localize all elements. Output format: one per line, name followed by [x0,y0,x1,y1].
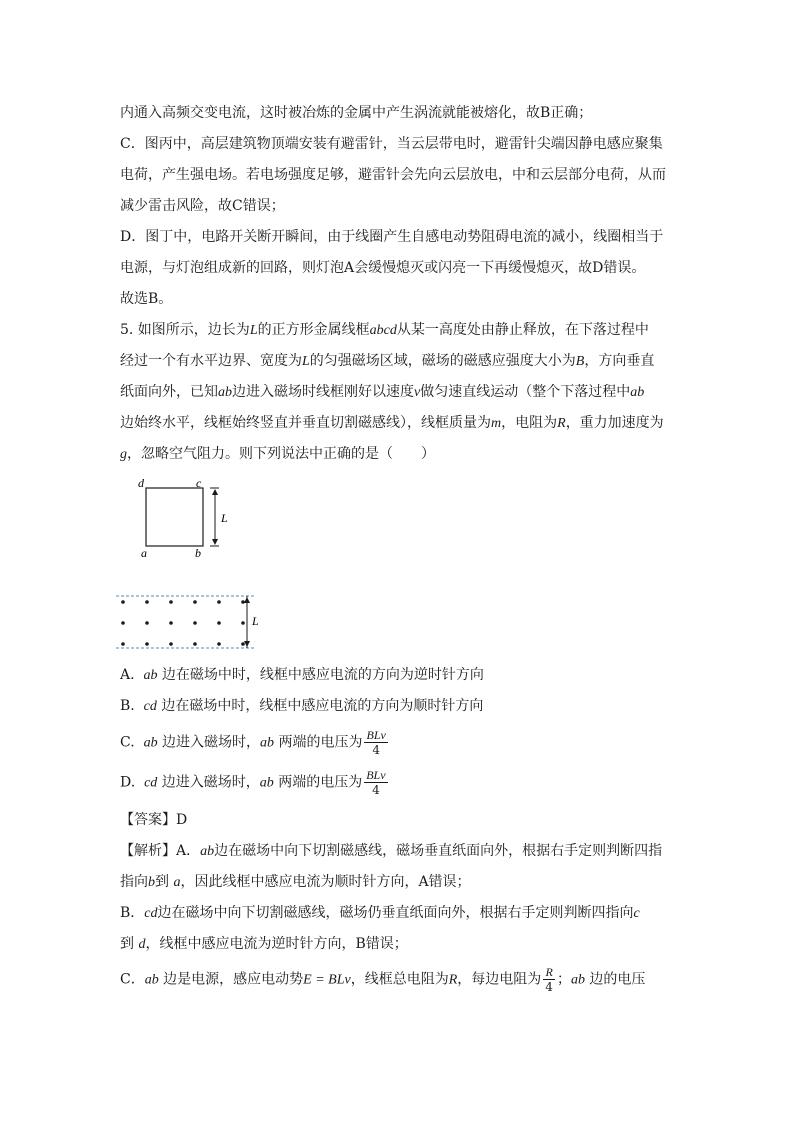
text-line-1: 内通入高频交变电流，这时被冶炼的金属中产生涡流就能被熔化，故B正确； [120,105,593,121]
field-dim-arrow-down-icon [244,641,250,647]
text-line-4: 减少雷击风险，故C错误； [120,198,285,214]
text-line-3: 电荷，产生强电场。若电场强度足够，避雷针会先向云层放电，中和云层部分电荷，从而 [120,167,666,183]
question-line-5: g，忽略空气阻力。则下列说法中正确的是（ ） [120,446,435,462]
text-line-6: 电源，与灯泡组成新的回路，则灯泡A会缓慢熄灭或闪亮一下再缓慢熄灭，故D错误。 [120,260,646,276]
vertex-label-d: d [138,476,144,490]
dim-arrow-up-icon [212,489,218,495]
square-frame-figure [120,475,280,565]
text-line-7: 故选B。 [120,291,173,307]
field-dots [121,600,245,646]
option-a: A. ab 边在磁场中时，线框中感应电流的方向为逆时针方向 [120,667,484,683]
square-frame [146,488,203,546]
analysis-line-3: B．cd边在磁场中向下切割磁感线，磁场仍垂直纸面向外，根据右手定则判断四指向c [120,905,640,921]
vertex-label-a: a [141,546,147,560]
fraction-c: $\frac{\text{BLv}}{4}$ [366,728,386,757]
dim-arrow-down-icon [212,539,218,545]
vertex-label-c: c [196,476,202,490]
text-line-5: D．图丁中，电路开关断开瞬间，由于线圈产生自感电动势阻碍电流的减小，线圈相当于 [120,229,664,245]
magnetic-field-figure [116,590,276,652]
analysis-line-2: 指向b到 a，因此线框中感应电流为顺时针方向，A错误； [120,874,471,890]
dim-label-L: L [221,511,228,525]
text-line-2: C．图丙中，高层建筑物顶端安装有避雷针，当云层带电时，避雷针尖端因静电感应聚集 [120,136,663,152]
question-line-3: 纸面向外，已知ab边进入磁场时线框刚好以速度v做匀速直线运动（整个下落过程中ab [120,384,645,400]
fraction-r4: $\frac{R}{4}$ [545,965,553,994]
analysis-line-4: 到 d，线框中感应电流为逆时针方向，B错误； [120,936,408,952]
option-b: B. cd 边在磁场中时，线框中感应电流的方向为顺时针方向 [120,698,484,714]
analysis-line-5: C．ab 边是电源，感应电动势E = BLv，线框总电阻为R，每边电阻为 $\frac{R}{4}$ ；ab 边的电压 [120,965,646,994]
option-c: C. ab 边进入磁场时，ab 两端的电压为 $\frac{\text{BLv}}{4}$ [120,728,386,757]
analysis-line-1: 【解析】A．ab边在磁场中向下切割磁感线，磁场垂直纸面向外，根据右手定则判断四指 [120,843,663,859]
question-line-4: 边始终水平，线框始终竖直并垂直切割磁感线），线框质量为m，电阻为R，重力加速度为 [120,415,664,431]
option-d: D. cd 边进入磁场时，ab 两端的电压为 $\frac{\text{BLv}}{4}$ [120,768,386,797]
field-dim-label-L: L [252,614,259,628]
fraction-d: $\frac{\text{BLv}}{4}$ [366,768,386,797]
answer-label: 【答案】D [120,812,188,828]
question-line-1: 5. 如图所示，边长为L的正方形金属线框abcd从某一高度处由静止释放，在下落过程中 [120,322,649,338]
field-dim-arrow-up-icon [244,597,250,603]
vertex-label-b: b [195,546,201,560]
question-line-2: 经过一个有水平边界、宽度为L的匀强磁场区域，磁场的磁感应强度大小为B，方向垂直 [120,353,655,369]
